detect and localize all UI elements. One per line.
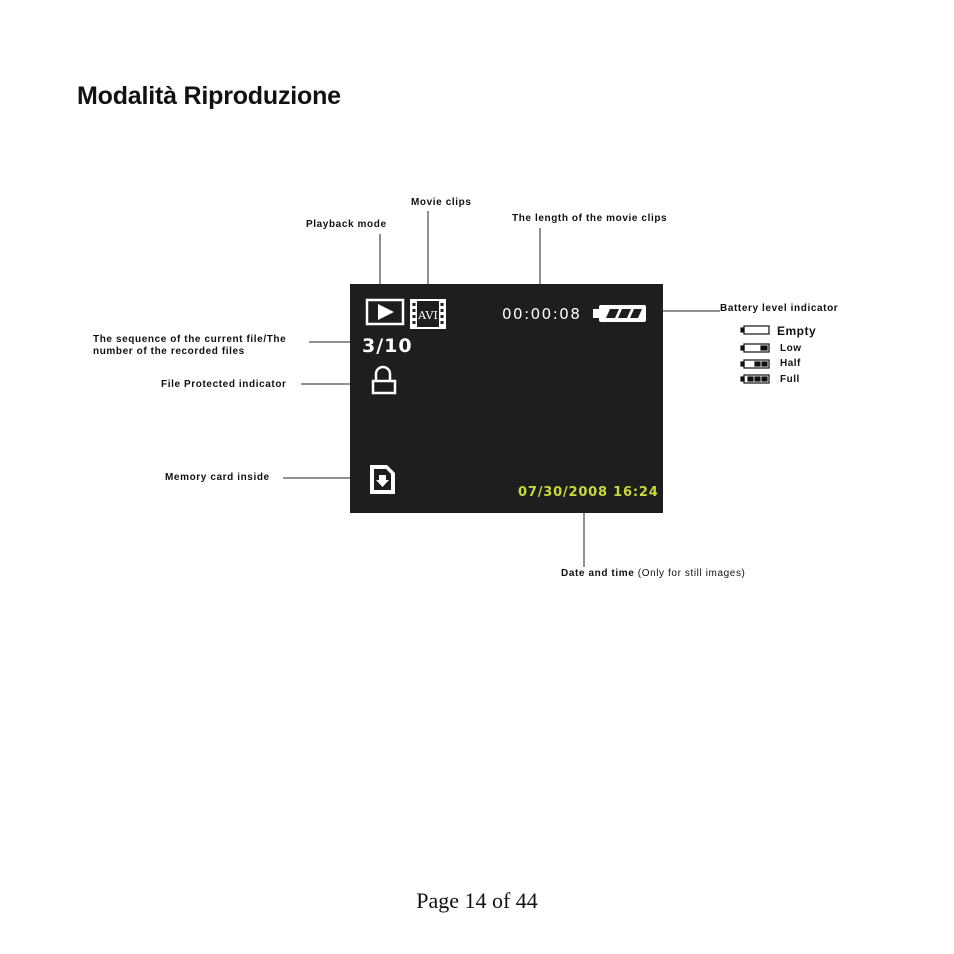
label-date-time	[561, 568, 745, 579]
clip-length: 00:00:08	[502, 305, 582, 323]
page-title: Modalità Riproduzione	[77, 82, 341, 110]
lock-icon	[373, 367, 395, 393]
battery-low-icon	[741, 344, 769, 352]
battery-legend-icons	[741, 326, 769, 383]
page-footer: Page 14 of 44	[416, 888, 538, 913]
movie-format-text: AVI	[418, 309, 438, 322]
play-icon	[367, 300, 403, 324]
camera-screen	[350, 284, 663, 513]
battery-level-empty: Empty	[777, 324, 817, 338]
battery-level-full: Full	[780, 374, 800, 385]
battery-level-low: Low	[780, 343, 802, 354]
label-sequence-line1: The sequence of the current file/The	[93, 334, 287, 345]
label-date-time-main: Date and time	[561, 568, 635, 579]
label-memory-card: Memory card inside	[165, 472, 270, 483]
date-time-display: 07/30/2008 16:24	[518, 485, 659, 500]
file-sequence: 3/10	[362, 335, 413, 357]
battery-level-half: Half	[780, 358, 801, 369]
label-protected: File Protected indicator	[161, 379, 287, 390]
label-battery-indicator: Battery level indicator	[720, 303, 839, 314]
label-playback-mode: Playback mode	[306, 219, 387, 230]
battery-full-icon	[741, 375, 769, 383]
battery-full-icon	[593, 305, 646, 322]
battery-empty-icon	[741, 326, 769, 334]
memory-card-icon	[370, 465, 395, 494]
label-sequence-line2: number of the recorded files	[93, 346, 245, 357]
film-strip-icon	[411, 300, 445, 328]
battery-half-icon	[741, 360, 769, 368]
label-date-time-note: (Only for still images)	[637, 568, 746, 579]
label-movie-length: The length of the movie clips	[512, 213, 668, 224]
label-movie-clips: Movie clips	[411, 197, 472, 208]
